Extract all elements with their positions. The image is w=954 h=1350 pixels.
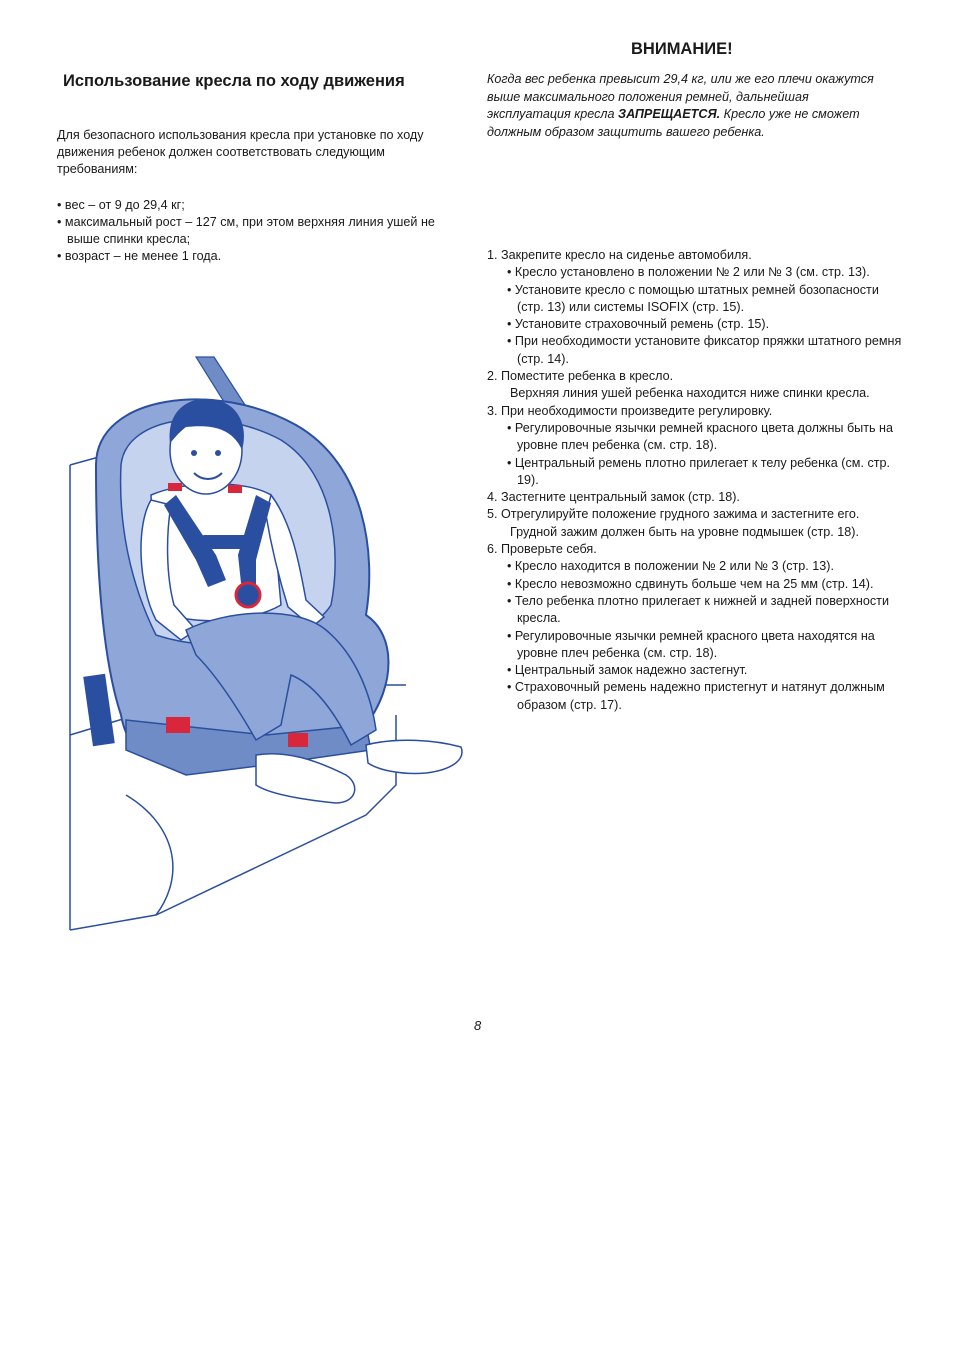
step-substeps xyxy=(487,420,902,489)
chest-clip xyxy=(198,535,254,549)
step-title: 5. Отрегулируйте положение грудного зажима и застегните его. xyxy=(487,507,860,522)
child-seat-illustration xyxy=(66,355,466,935)
step-title: 3. При необходимости произведите регулировку. xyxy=(487,403,773,418)
step-title: 6. Проверьте себя. xyxy=(487,542,597,557)
step xyxy=(487,541,902,714)
substep: • Регулировочные язычки ремней красного цвета находятся на уровне плеч ребенка (см. стр. 18). xyxy=(487,628,902,663)
substep: • При необходимости установите фиксатор пряжки штатного ремня (стр. 14). xyxy=(487,333,902,368)
substep: • Установите страховочный ремень (стр. 15). xyxy=(487,316,902,333)
requirement-item: • вес – от 9 до 29,4 кг; xyxy=(57,197,457,214)
warning-text-start: Когда вес ребенка превысит 29,4 кг, или же его плечи окажутся выше максимального положения ремней, дальнейшая эксплуатация кресла xyxy=(487,72,874,121)
substep: • Тело ребенка плотно прилегает к нижней и задней поверхности кресла. xyxy=(487,593,902,628)
step-title: 4. Застегните центральный замок (стр. 18). xyxy=(487,490,740,505)
step xyxy=(487,403,902,489)
step-substeps xyxy=(487,264,902,368)
step-note: Верхняя линия ушей ребенка находится ниже спинки кресла. xyxy=(510,386,870,401)
warning-emphasis: ЗАПРЕЩАЕТСЯ. xyxy=(618,107,721,121)
isofix-connector xyxy=(83,674,115,746)
warning-title: ВНИМАНИЕ! xyxy=(631,40,733,58)
step-note: Грудной зажим должен быть на уровне подмышек (стр. 18). xyxy=(510,524,859,539)
shoulder-adjuster-red xyxy=(168,483,182,491)
substep: • Страховочный ремень надежно пристегнут и натянут должным образом (стр. 17). xyxy=(487,679,902,714)
step xyxy=(487,368,902,403)
step xyxy=(487,247,902,368)
step-title: 1. Закрепите кресло на сиденье автомобиля. xyxy=(487,248,752,262)
belt-guide-red xyxy=(166,717,190,733)
substep: • Центральный замок надежно застегнут. xyxy=(487,662,902,679)
step xyxy=(487,489,902,506)
child-shoe-right xyxy=(366,740,462,773)
step-title: 2. Поместите ребенка в кресло. xyxy=(487,369,674,384)
requirement-item: • максимальный рост – 127 см, при этом верхняя линия ушей не выше спинки кресла; xyxy=(57,214,457,248)
substep: • Регулировочные язычки ремней красного цвета должны быть на уровне плеч ребенка (см. стр. 18). xyxy=(487,420,902,455)
child-eye xyxy=(191,450,197,456)
page-number: 8 xyxy=(474,1018,482,1033)
substep: • Кресло находится в положении № 2 или № 3 (стр. 13). xyxy=(487,558,902,575)
section-heading: Использование кресла по ходу движения xyxy=(63,72,405,90)
requirement-item: • возраст – не менее 1 года. xyxy=(57,248,457,265)
belt-guide-red xyxy=(288,733,308,747)
substep: • Кресло невозможно сдвинуть больше чем на 25 мм (стр. 14). xyxy=(487,576,902,593)
substep: • Установите кресло с помощью штатных ремней бозопасности (стр. 13) или системы ISOFIX (стр. 15). xyxy=(487,282,902,317)
requirements-list xyxy=(57,197,457,265)
step-substeps xyxy=(487,558,902,714)
steps-list xyxy=(487,247,902,714)
buckle xyxy=(236,583,260,607)
warning-text-end: Кресло уже не сможет должным образом защитить вашего ребенка. xyxy=(487,107,860,139)
child-eye xyxy=(215,450,221,456)
intro-paragraph: Для безопасного использования кресла при установке по ходу движения ребенок должен соответствовать следующим требованиям: xyxy=(57,128,424,176)
shoulder-adjuster-red xyxy=(228,485,242,493)
substep: • Кресло установлено в положении № 2 или № 3 (см. стр. 13). xyxy=(487,264,902,281)
substep: • Центральный ремень плотно прилегает к телу ребенка (см. стр. 19). xyxy=(487,455,902,490)
step xyxy=(487,506,902,541)
warning-text xyxy=(487,71,887,141)
